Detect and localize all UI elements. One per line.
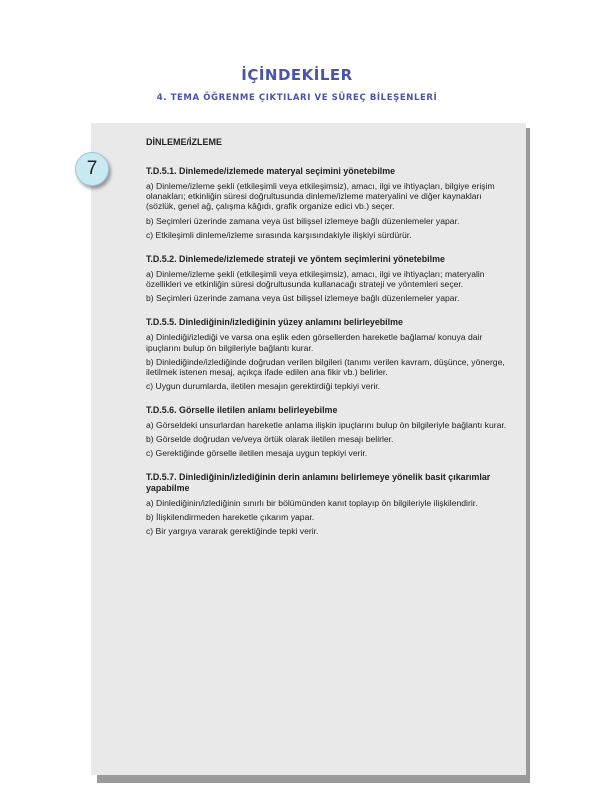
- page-number-badge: 7: [75, 152, 109, 186]
- outcome-item: a) Dinlediğinin/izlediğinin sınırlı bir bölümünden kanıt toplayıp ön bilgileriyle ilişkilendirir.: [146, 497, 478, 508]
- section-title: DİNLEME/İZLEME: [146, 137, 222, 147]
- outcome-block: [146, 254, 508, 303]
- outcome-item: b) İlişkilendirmeden hareketle çıkarım yapar.: [146, 511, 315, 522]
- outcome-item: b) Seçimleri üzerinde zamana veya üst bilişsel izlemeye bağlı düzenlemeler yapar.: [146, 293, 460, 304]
- outcome-block: [146, 317, 508, 391]
- page-title: İÇİNDEKİLER: [241, 66, 353, 84]
- outcome-title: T.D.5.2. Dinlemede/izlemede strateji ve yöntem seçimlerini yönetebilme: [146, 253, 445, 264]
- outcome-item: b) Seçimleri üzerinde zamana veya üst bilişsel izlemeye bağlı düzenlemeler yapar.: [146, 215, 460, 226]
- page-subtitle: 4. TEMA ÖĞRENME ÇIKTILARI VE SÜREÇ BİLEŞENLERİ: [156, 93, 438, 103]
- outcome-item: b) Dinlediğinde/izlediğinde doğrudan verilen bilgileri (tanımı verilen kavram, düşünce, yönerge, iletilmek istenen mesaj, açıkça ifade edilen ana fikir vb.) belirler.: [146, 356, 505, 377]
- outcome-title: T.D.5.6. Görselle iletilen anlamı belirleyebilme: [146, 404, 338, 415]
- outcome-title: T.D.5.5. Dinlediğinin/izlediğinin yüzey anlamını belirleyebilme: [146, 317, 403, 328]
- content-area: [146, 137, 508, 550]
- outcome-title: T.D.5.7. Dinlediğinin/izlediğinin derin anlamını belirlemeye yönelik basit çıkarımlar yapabilme: [146, 472, 491, 493]
- outcome-item: b) Görselde doğrudan ve/veya örtük olarak iletilen mesajı belirler.: [146, 434, 394, 445]
- outcome-item: a) Dinleme/izleme şekli (etkileşimli veya etkileşimsiz), amacı, ilgi ve ihtiyaçları, bilgiye erişim olanakları; etkinliğin süresi doğrultusunda dinleme/izleme materyalini ve diğer kaynakları (sözlük, genel ağ, çalışma kâğıdı, grafik organize edici vb.) seçer.: [146, 181, 495, 212]
- outcome-block: [146, 405, 508, 458]
- outcome-item: a) Görseldeki unsurlardan hareketle anlama ilişkin ipuçlarını bulup ön bilgileriyle bağlantı kurar.: [146, 420, 507, 431]
- outcome-item: a) Dinleme/izleme şekli (etkileşimli veya etkileşimsiz), amacı, ilgi ve ihtiyaçları; materyalin özellikleri ve etkinliğin süresi doğrultusunda kullanacağı strateji ve yöntemleri seçer.: [146, 268, 485, 290]
- outcome-item: a) Dinlediği/izlediği ve varsa ona eşlik eden görsellerden hareketle bağlama/ konuya dair ipuçlarını bulup ön bilgileriyle bağlantı kurar.: [146, 332, 483, 353]
- outcome-item: c) Bir yargıya vararak gerektiğinde tepki verir.: [146, 526, 319, 536]
- outcome-block: [146, 166, 508, 240]
- outcome-title: T.D.5.1. Dinlemede/izlemede materyal seçimini yönetebilme: [146, 166, 396, 177]
- outcome-item: c) Etkileşimli dinleme/izleme sırasında karşısındakiyle ilişkiyi sürdürür.: [146, 229, 412, 240]
- outcome-block: [146, 472, 508, 536]
- outcome-item: c) Gerektiğinde görselle iletilen mesaja uygun tepkiyi verir.: [146, 448, 368, 459]
- outcome-item: c) Uygun durumlarda, iletilen mesajın gerektirdiği tepkiyi verir.: [146, 380, 381, 391]
